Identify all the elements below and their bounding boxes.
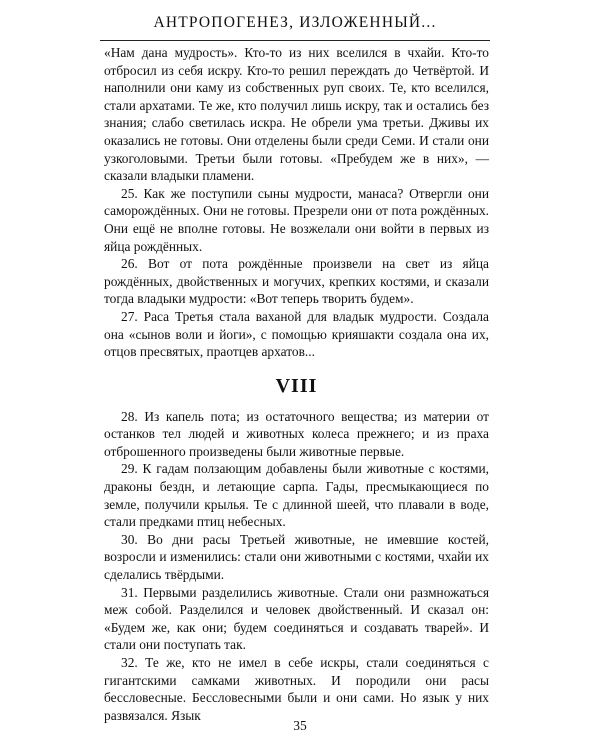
- paragraph-verse-29: 29. К гадам ползающим добавлены были животные с костями, драконы бездн, и летающие сарпа. Гады, пресмыкающиеся по земле, получили крылья. Те с длинной шеей, что плавали в воде, стали предками птиц небесных.: [104, 461, 489, 530]
- paragraph-verse-31: 31. Первыми разделились животные. Стали они размножаться меж собой. Разделился и человек двойственный. И сказал он: «Будем же, как они; будем соединяться и создавать тварей». И стали они поступать так.: [104, 584, 489, 653]
- paragraph-verse-32: 32. Те же, кто не имел в себе искры, стали соединяться с гигантскими самками животных. И породили они расы бессловесные. Бессловесными были и они сами. Но язык у них развязался. Язык: [104, 655, 489, 723]
- paragraph-verse-28: 28. Из капель пота; из остаточного вещества; из материи от останков тел людей и животных колеса прежнего; и из праха отброшенного произведены были животные первые.: [104, 408, 489, 459]
- paragraph-verse-25: 25. Как же поступили сыны мудрости, манаса? Отвергли они саморождённых. Они не готовы. Презрели они от пота рождённых. Они ещё не вполне готовы. Не возжелали они войти в первых из яйца рождённых.: [104, 185, 489, 254]
- section-heading: VIII: [275, 374, 318, 397]
- header-rule: [100, 40, 490, 41]
- paragraph-verse-27: 27. Раса Третья стала ваханой для владык мудрости. Создала она «сынов воли и йоги», с помощью крияшакти создала она их, отцов пресвятых, праотцев архатов...: [104, 308, 489, 360]
- running-header: [100, 6, 490, 36]
- page-number: 35: [293, 718, 307, 733]
- paragraph-verse-26: 26. Вот от пота рождённые произвели на свет из яйца рождённых, двойственных и могучих, крепких костями, и сказали тогда владыки мудрости: «Вот теперь творить будем».: [104, 256, 489, 307]
- paragraph-verse-30: 30. Во дни расы Третьей животные, не имевшие костей, возросли и изменились: стали они животными с костями, чхайи их сделались твёрдыми.: [104, 531, 489, 583]
- running-header-title: АНТРОПОГЕНЕЗ, ИЗЛОЖЕННЫЙ...: [153, 14, 437, 31]
- page-body: [104, 44, 489, 724]
- paragraph: «Нам дана мудрость». Кто-то из них вселился в чхайи. Кто-то отбросил из себя искру. Кто-то решил переждать до Четвёртой. И наполнили они каму из собственных руп своих. Те, кто вселился, стали архатами. Те же, кто получил лишь искру, так и остались без знания; слабо светилась искра. Не обрели ума третьи. Дживы их оказались не готовы. Они отделены были среди Семи. И стали они узкоголовыми. Третьи были готовы. «Пребудем же в них», — сказали владыки пламени.: [104, 45, 489, 184]
